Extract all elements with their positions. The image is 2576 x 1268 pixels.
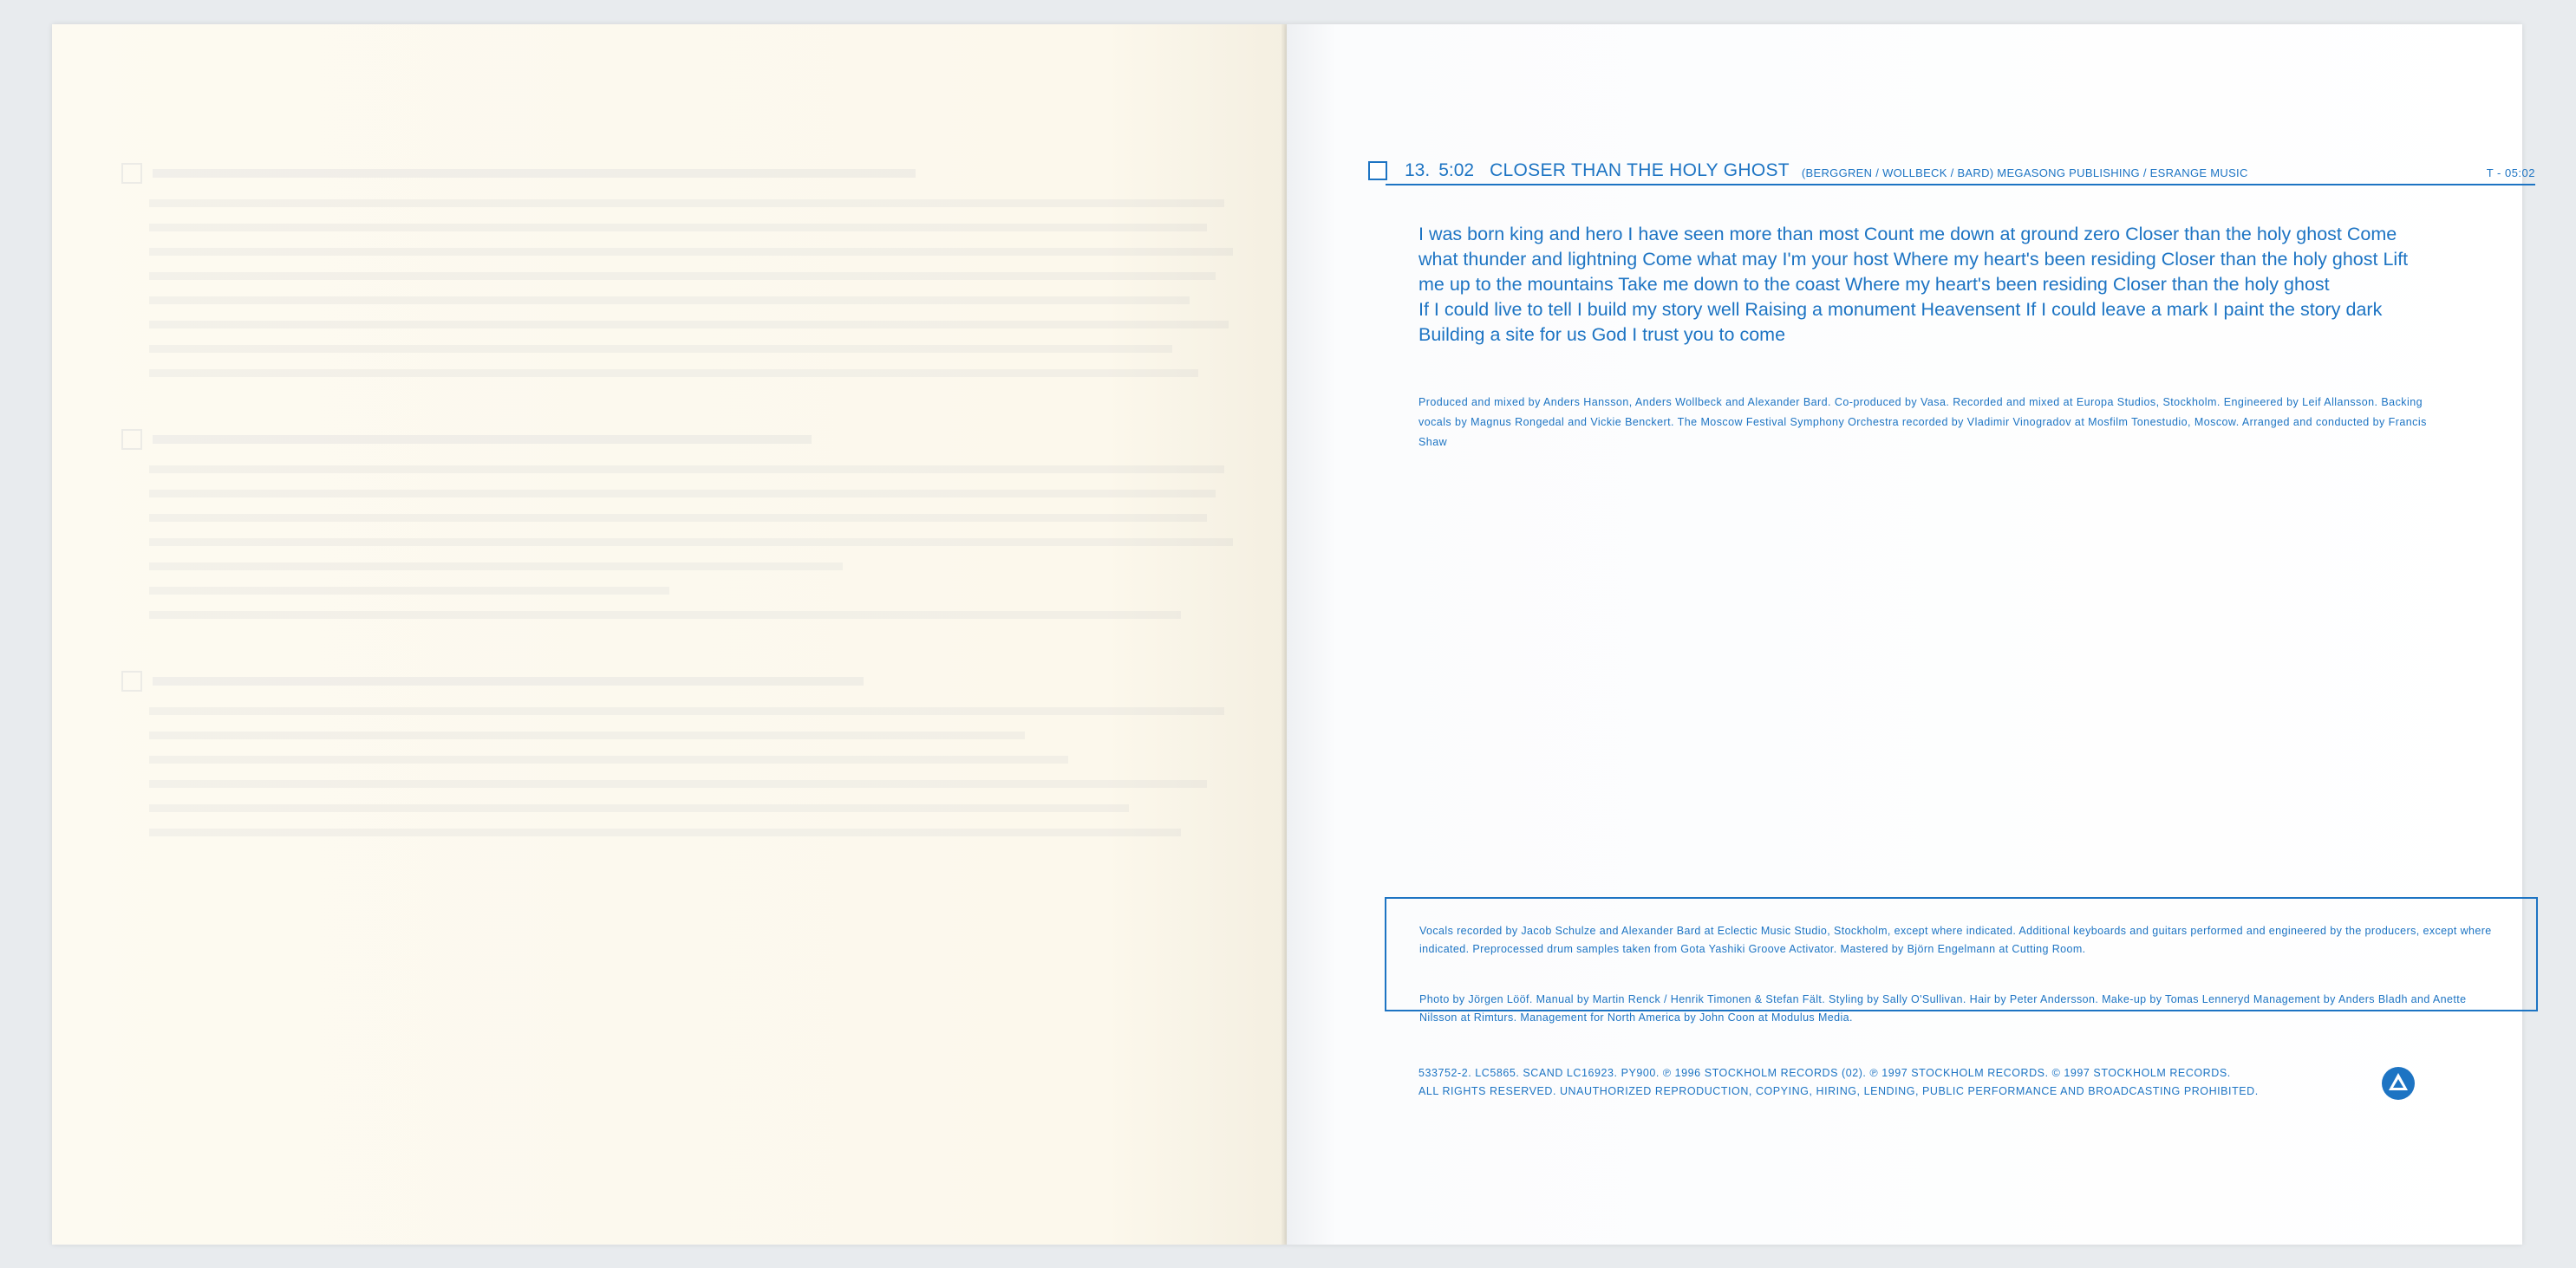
track-header <box>1386 158 2535 185</box>
track-duration: 5:02 <box>1438 160 1475 180</box>
lyrics-verse: I was born king and hero I have seen more than most Count me down at ground zero Closer than the holy ghost Come what thunder and lightning Come what may I'm your host Where my heart's been residing Closer than the holy ghost Lift me up to the mountains Take me down to the coast Where my heart's been residing Closer than the holy ghost <box>1418 224 2409 295</box>
track-number: 13. <box>1405 160 1431 180</box>
copyright-line-1: 533752-2. LC5865. SCAND LC16923. PY900. ℗ 1996 STOCKHOLM RECORDS (02). ℗ 1997 STOCKHOLM RECORDS. © 1997 STOCKHOLM RECORDS. <box>1418 1067 2231 1079</box>
copyright <box>1418 1064 2416 1101</box>
left-page <box>52 24 1287 1245</box>
track-writing-credits: (BERGGREN / WOLLBECK / BARD) MEGASONG PUBLISHING / ESRANGE MUSIC <box>1801 166 2248 179</box>
show-through-text <box>121 163 1249 888</box>
lyrics <box>1418 222 2431 348</box>
credits-photo: Photo by Jörgen Lööf. Manual by Martin Renck / Henrik Timonen & Stefan Fält. Styling by Sally O'Sullivan. Hair by Peter Andersson. Make-up by Tomas Lenneryd Management by Anders Bladh and Anette Nilsson at Rimturs. Management for North America by John Coon at Modulus Media. <box>1419 993 2467 1024</box>
track-code: T - 05:02 <box>2486 166 2535 179</box>
track-checkbox-icon <box>1368 161 1387 180</box>
credits-box <box>1385 897 2538 1024</box>
copyright-line-2: ALL RIGHTS RESERVED. UNAUTHORIZED REPRODUCTION, COPYING, HIRING, LENDING, PUBLIC PERFORMANCE AND BROADCASTING PROHIBITED. <box>1418 1085 2259 1097</box>
track-title: CLOSER THAN THE HOLY GHOST <box>1490 160 1790 180</box>
right-page <box>1287 24 2535 1245</box>
production-credits: Produced and mixed by Anders Hansson, Anders Wollbeck and Alexander Bard. Co-produced by Vasa. Recorded and mixed at Europa Studios, Stockholm. Engineered by Leif Allansson. Backing vocals by Magnus Rongedal and Vickie Benckert. The Moscow Festival Symphony Orchestra recorded by Vladimir Vinogradov at Mosfilm Tonestudio, Moscow. Arranged and conducted by Francis Shaw <box>1418 396 2427 448</box>
lyrics-chorus: If I could live to tell I build my story well Raising a monument Heavensent If I could leave a mark I paint the story dark Building a site for us God I trust you to come <box>1418 299 2383 345</box>
label-logo-icon <box>2381 1066 2416 1101</box>
credits-vocals: Vocals recorded by Jacob Schulze and Alexander Bard at Eclectic Music Studio, Stockholm, except where indicated. Additional keyboards and guitars performed and engineered by the producers, except where indicated. Preprocessed drum samples taken from Gota Yashiki Groove Activator. Mastered by Björn Engelmann at Cutting Room. <box>1419 925 2492 955</box>
